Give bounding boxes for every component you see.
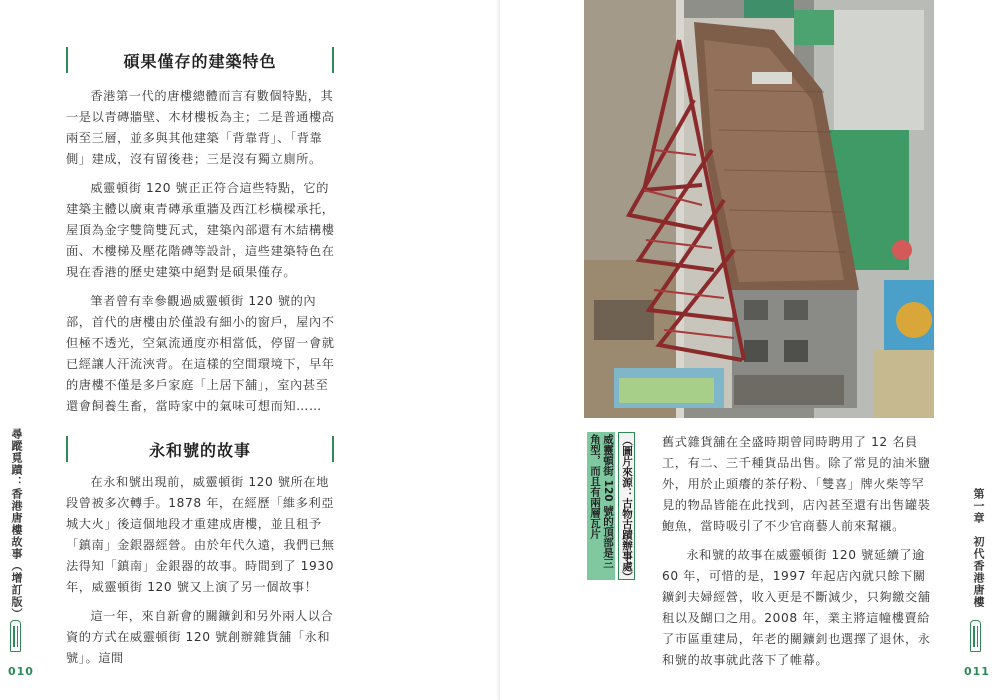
page-number: 010 — [8, 665, 34, 678]
page-number: 011 — [964, 665, 990, 678]
photo-caption — [587, 432, 633, 582]
window-deco-icon — [10, 620, 21, 652]
paragraph: 香港第一代的唐樓總體而言有數個特點，其一是以青磚牆壁、木材樓板為主；二是普通樓高兩至三層，並多與其他建築「背靠背」、「背靠側」建成，沒有留後巷；三是沒有獨立廁所。 — [66, 89, 335, 166]
book-side-title: 尋蹤覓蹟：香港唐樓故事（增訂版） — [10, 428, 23, 620]
heading-text: 碩果僅存的建築特色 — [123, 51, 277, 71]
heading-bar-right — [332, 436, 334, 462]
section-heading-wingwo — [66, 436, 334, 462]
heading-text: 永和號的故事 — [148, 440, 251, 460]
paragraph: 威靈頓街 120 號正正符合這些特點，它的建築主體以廣東青磚承重牆及西江杉橫樑承托，屋頂為金字雙筒雙瓦式，建築內部還有木結構樓面、木樓梯及壓花階磚等設計，這些建築特色在現在香港的歷史建築中絕對是碩果僅存。 — [66, 181, 335, 279]
section-heading-architecture — [66, 47, 334, 73]
heading-bar-left — [66, 47, 68, 73]
paragraph: 這一年，來自新會的關鑛釗和另外兩人以合資的方式在威靈頓街 120 號創辦雜貨舖「永和號」。這間 — [66, 609, 334, 665]
heading-bar-left — [66, 436, 68, 462]
paragraph: 舊式雜貨舖在全盛時期曾同時聘用了 12 名員工，有二、三千種貨品出售。除了常見的油米鹽外，用於止頭癢的茶仔粉、「雙喜」牌火柴等罕見的物品皆能在此找到，店內甚至還有出售罐裝鮑魚，當時吸引了不少官商藝人前來幫襯。 — [662, 435, 931, 533]
caption-text: 威靈頓街 120 號的頂部是三角型，而且有兩層瓦片 — [587, 432, 615, 580]
section1-body — [66, 86, 338, 425]
tong-lau-rooftop-image — [584, 0, 934, 418]
paragraph: 永和號的故事在威靈頓街 120 號延續了逾 60 年，可惜的是，1997 年起店內就只餘下關鑛釗夫婦經營，收入更是不斷減少，只夠繳交舖租以及餬口之用。2008 年，業主將這幢樓賣給了市區重建局，年老的關鑛釗也選擇了退休，永和號的故事就此落下了帷幕。 — [662, 548, 931, 667]
caption-source: （圖片來源：古物古蹟辦事處） — [618, 432, 635, 580]
building-photo — [584, 0, 934, 418]
chapter-side-title: 第一章 初代香港唐樓 — [972, 488, 985, 608]
section2-body — [66, 472, 338, 677]
heading-bar-right — [332, 47, 334, 73]
window-deco-icon — [970, 620, 981, 652]
right-body — [662, 432, 936, 679]
paragraph: 筆者曾有幸參觀過威靈頓街 120 號的內部，首代的唐樓由於僅設有細小的窗戶，屋內不但極不透光，空氣流通度亦相當低，停留一會就已經讓人汗流浹背。在這樣的空間環境下，早年的唐樓不僅是多戶家庭「上居下舖」，室內甚至還會飼養生畜，當時家中的氣味可想而知…… — [66, 294, 335, 413]
paragraph: 在永和號出現前，威靈頓街 120 號所在地段曾被多次轉手。1878 年，在經歷「維多利亞城大火」後這個地段才重建成唐樓，並且租予「鎮南」金銀器經營。由於年代久遠，我們已無法得知「鎮南」金銀器的故事。時間到了 1930 年，威靈頓街 120 號又上演了另一個故事！ — [66, 475, 335, 594]
